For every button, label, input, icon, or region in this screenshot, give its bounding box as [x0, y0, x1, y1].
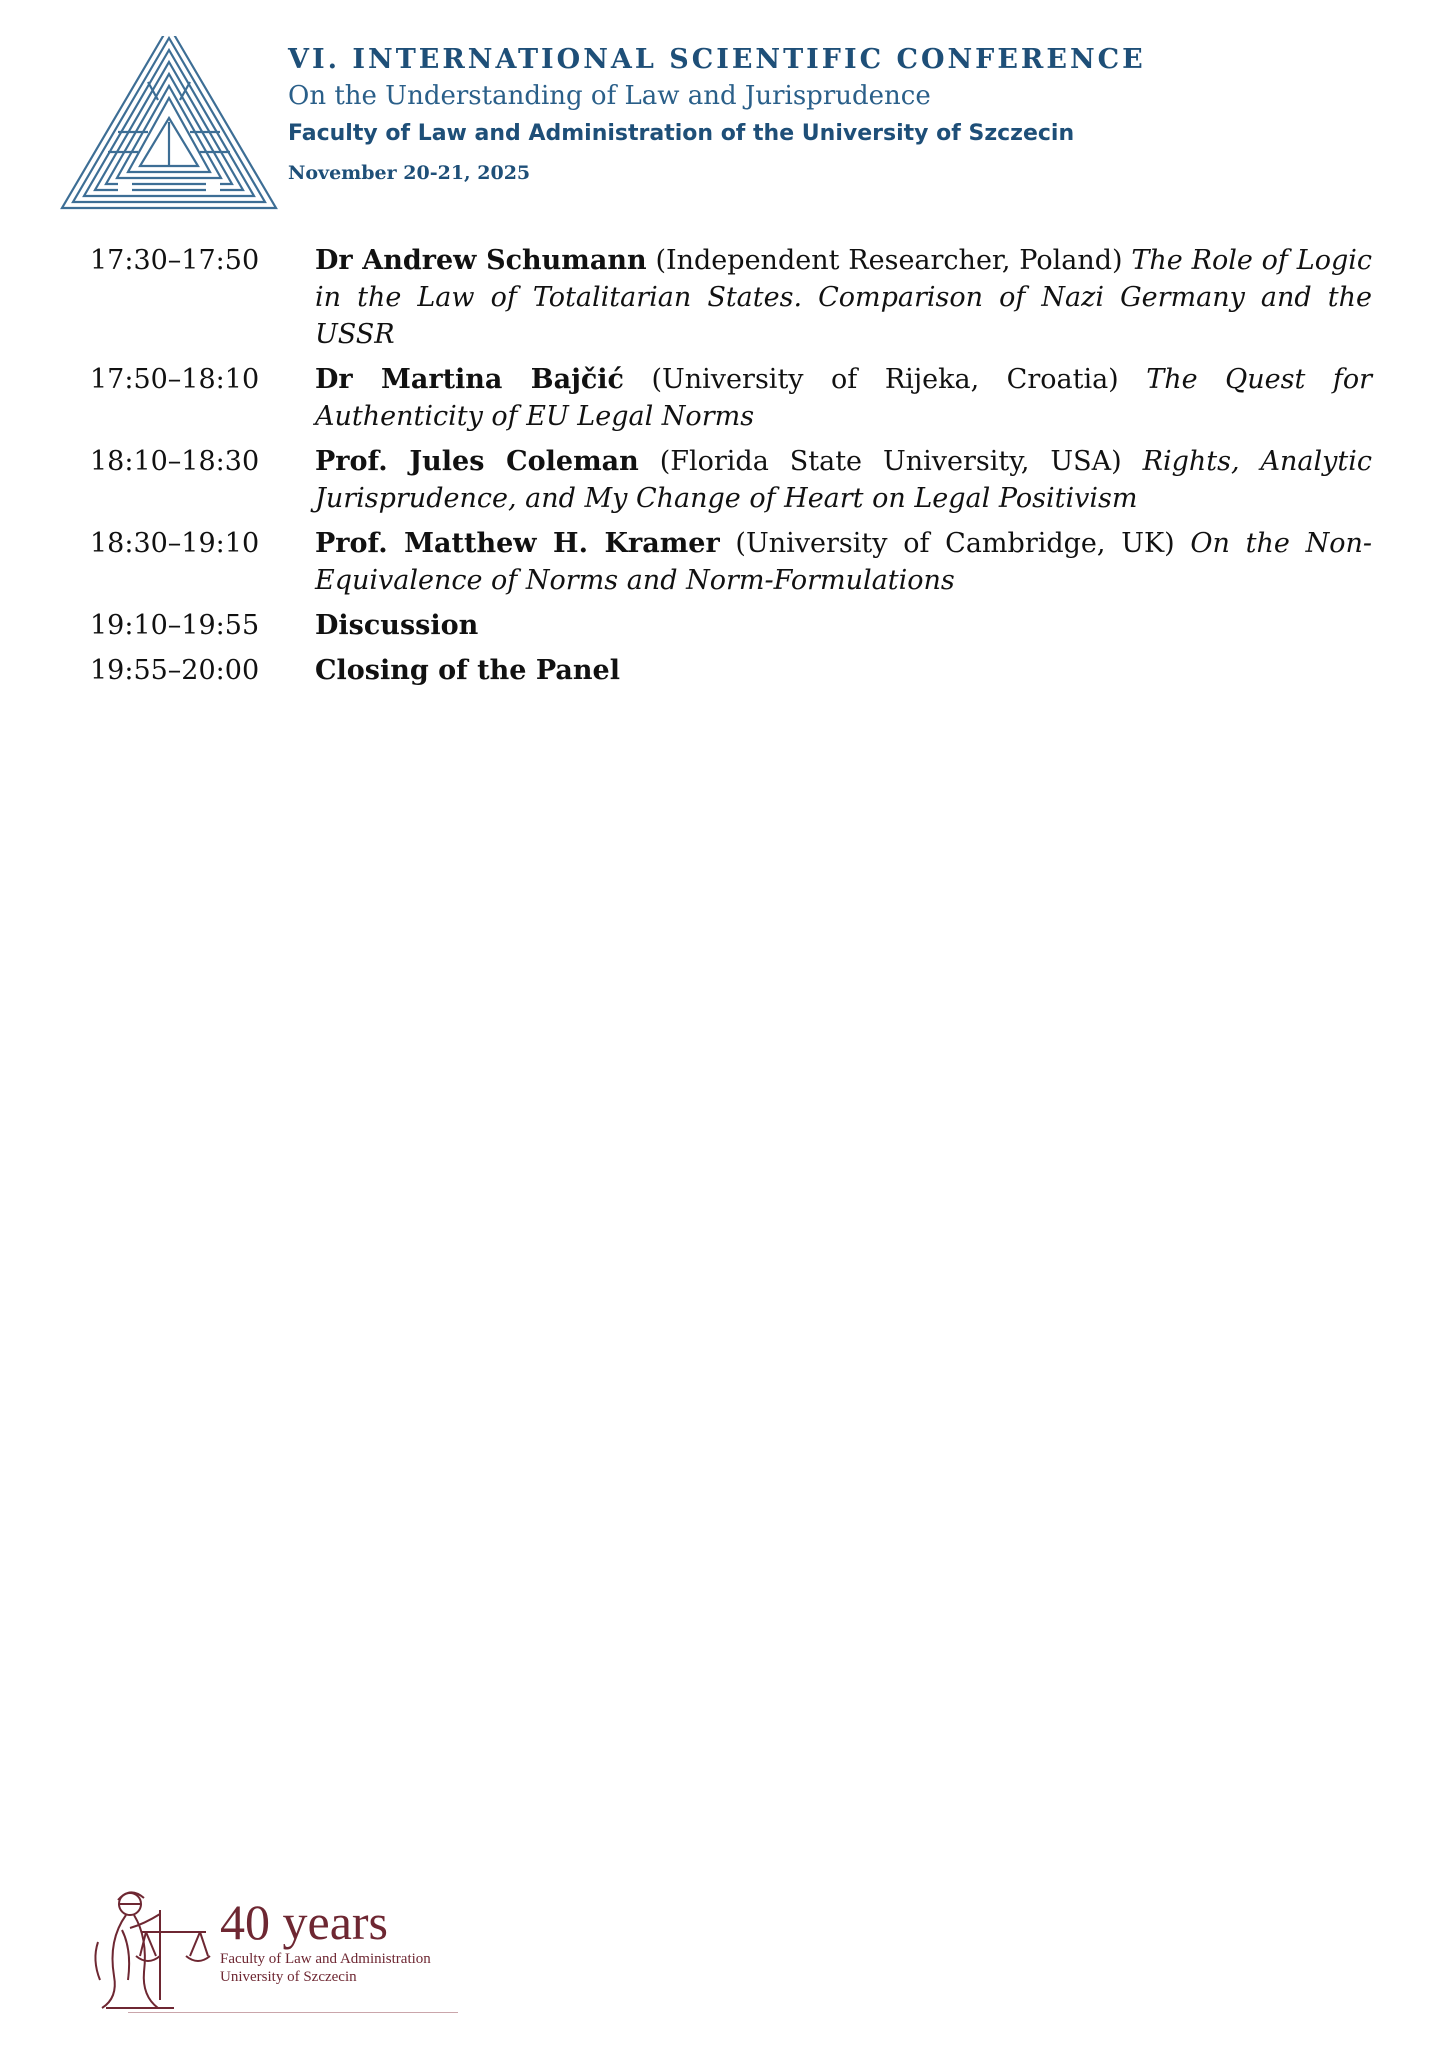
talk-title: The Role of Logic in the Law of Totalitarian States. Comparison of Nazi Germany and the USSR	[315, 245, 1372, 350]
schedule-entry	[315, 443, 1372, 517]
speaker-affiliation: (University of Rijeka, Croatia)	[623, 364, 1147, 395]
triangle-labyrinth-logo-icon	[58, 22, 280, 214]
speaker-affiliation: (Independent Researcher, Poland)	[646, 245, 1132, 276]
program-schedule	[90, 242, 1372, 697]
schedule-time: 17:30–17:50	[90, 245, 260, 276]
conference-subtitle: On the Understanding of Law and Jurisprudence	[288, 81, 931, 111]
talk-title: The Quest for Authenticity of EU Legal Norms	[315, 364, 1372, 432]
schedule-row	[90, 361, 1372, 435]
schedule-row	[90, 525, 1372, 599]
lady-justice-emblem-icon	[88, 1880, 213, 2014]
talk-title: On the Non-Equivalence of Norms and Norm-Formulations	[315, 528, 1372, 596]
conference-date: November 20-21, 2025	[288, 162, 531, 184]
talk-title: Rights, Analytic Jurisprudence, and My Change of Heart on Legal Positivism	[315, 446, 1372, 514]
speaker-name: Dr Andrew Schumann	[315, 245, 647, 276]
schedule-entry	[315, 361, 1372, 435]
schedule-entry	[315, 525, 1372, 599]
schedule-row	[90, 652, 1372, 689]
anniversary-footer	[88, 1880, 468, 2020]
speaker-affiliation: (University of Cambridge, UK)	[719, 528, 1191, 559]
schedule-time: 17:50–18:10	[90, 364, 260, 395]
schedule-time: 19:55–20:00	[90, 655, 260, 686]
anniversary-text	[220, 1894, 431, 1986]
anniversary-heading: 40 years	[220, 1894, 388, 1950]
footer-divider	[128, 2012, 458, 2013]
speaker-name: Dr Martina Bajčić	[315, 364, 624, 395]
conference-header-text	[288, 44, 1388, 190]
schedule-time: 18:10–18:30	[90, 446, 260, 477]
schedule-row	[90, 242, 1372, 353]
closing-label: Closing of the Panel	[315, 655, 620, 686]
conference-faculty: Faculty of Law and Administration of the University of Szczecin	[288, 121, 1075, 146]
schedule-time: 19:10–19:55	[90, 610, 260, 641]
speaker-affiliation: (Florida State University, USA)	[638, 446, 1143, 477]
schedule-row	[90, 443, 1372, 517]
schedule-row	[90, 607, 1372, 644]
conference-header	[0, 0, 1447, 220]
speaker-name: Prof. Matthew H. Kramer	[315, 528, 720, 559]
conference-title: VI. INTERNATIONAL SCIENTIFIC CONFERENCE	[288, 44, 1146, 75]
anniversary-university: University of Szczecin	[220, 1969, 357, 1985]
discussion-label: Discussion	[315, 610, 479, 641]
schedule-entry	[315, 242, 1372, 353]
anniversary-faculty: Faculty of Law and Administration	[220, 1951, 431, 1967]
speaker-name: Prof. Jules Coleman	[315, 446, 639, 477]
schedule-time: 18:30–19:10	[90, 528, 260, 559]
